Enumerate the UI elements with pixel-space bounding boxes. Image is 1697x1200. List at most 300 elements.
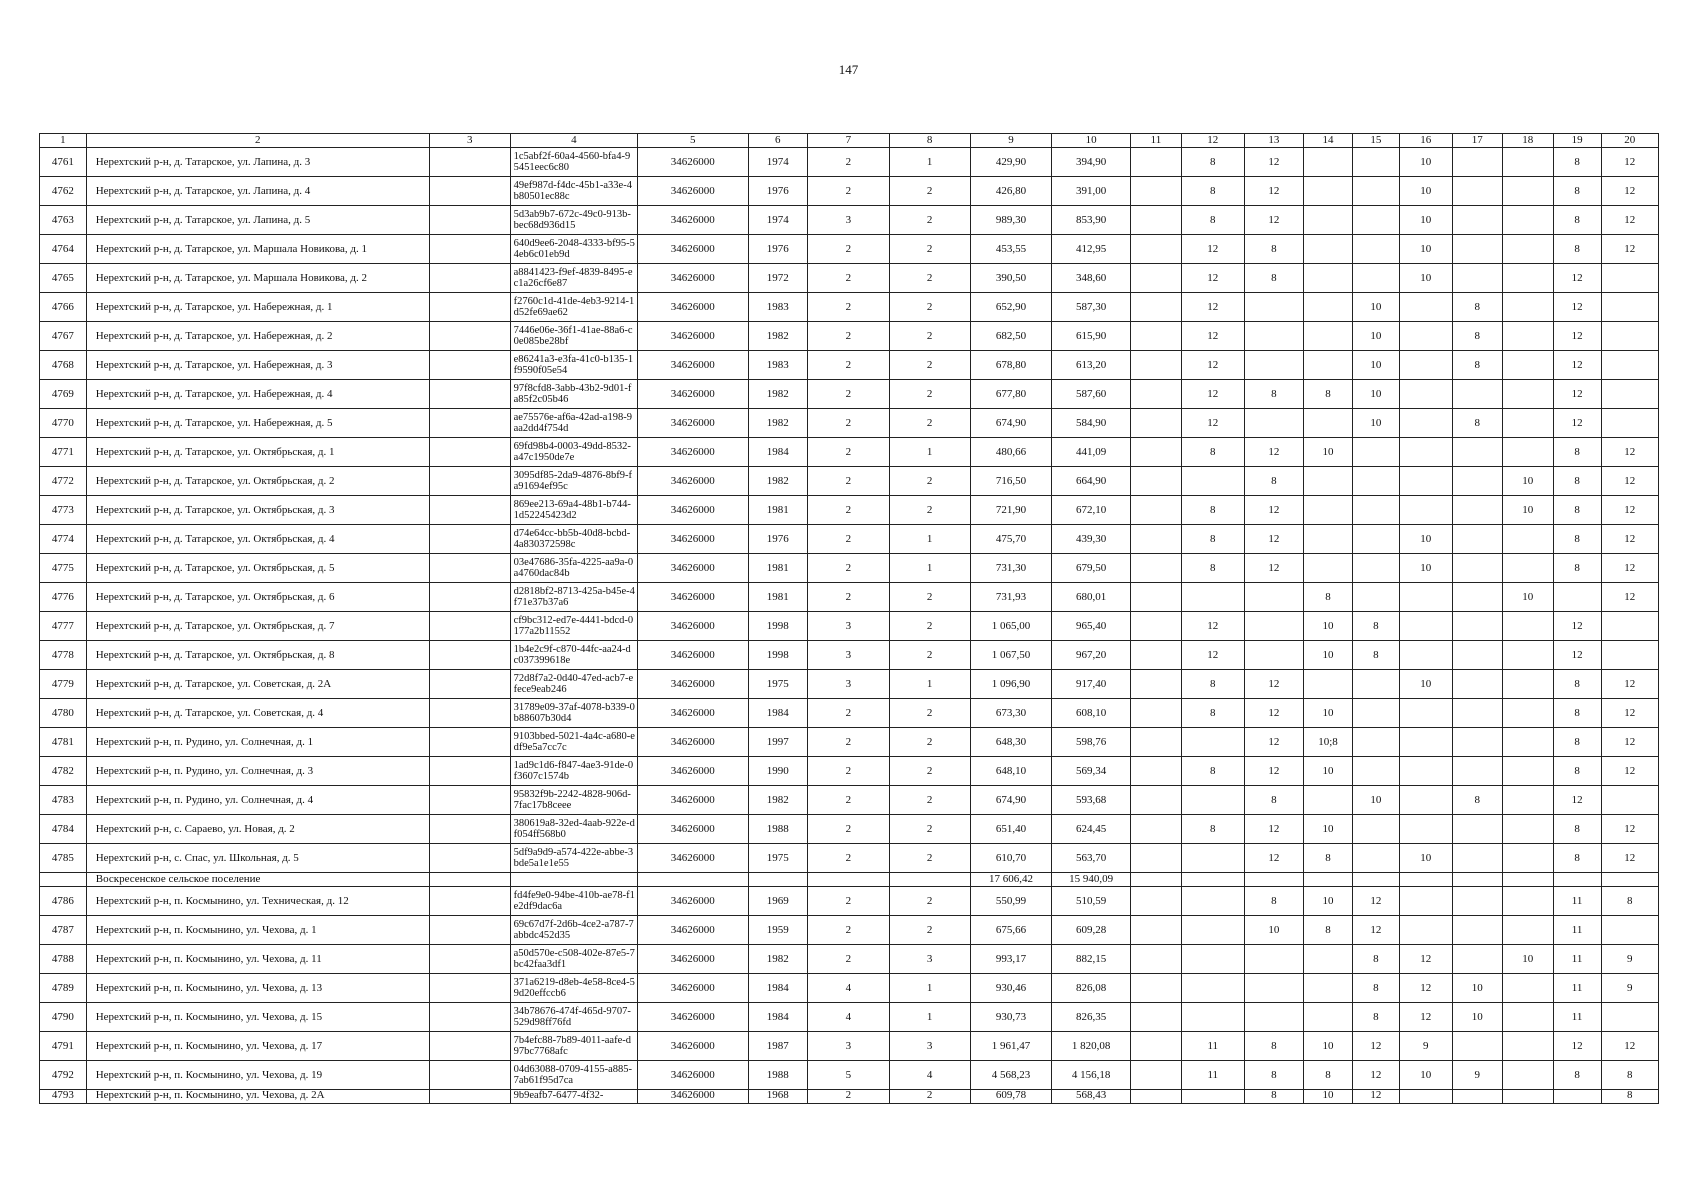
group-total-living-area: 15 940,09 [1052,873,1131,887]
housing-register-table [39,133,1659,1104]
column-header: 6 [748,134,807,148]
col-20-cell [1601,641,1659,670]
address-cell: Нерехтский р-н, д. Татарское, ул. Октябрьская, д. 3 [86,496,429,525]
col-13-cell: 12 [1244,815,1303,844]
col-15-cell [1352,699,1399,728]
table-row [40,945,1659,974]
col-12-cell: 8 [1181,177,1244,206]
group-total-area: 17 606,42 [970,873,1052,887]
living-area-cell: 624,45 [1052,815,1131,844]
row-number-cell: 4765 [40,264,87,293]
col-14-cell [1304,177,1353,206]
col-13-cell: 8 [1244,1061,1303,1090]
living-area-cell: 593,68 [1052,786,1131,815]
col-15-cell [1352,525,1399,554]
total-area-cell: 480,66 [970,438,1052,467]
row-number-cell: 4789 [40,974,87,1003]
row-number-cell: 4770 [40,409,87,438]
col-12-cell [1181,467,1244,496]
entrances-cell: 3 [889,1032,970,1061]
address-cell: Нерехтский р-н, п. Космынино, ул. Чехова, д. 13 [86,974,429,1003]
col-20-cell [1601,786,1659,815]
col-12-cell [1181,1003,1244,1032]
col-20-cell: 12 [1601,757,1659,786]
build-year-cell: 1982 [748,322,807,351]
col-17-cell [1452,206,1502,235]
building-guid-cell: 72d8f7a2-0d40-47ed-acb7-efece9eab246 [510,670,637,699]
row-number-cell: 4779 [40,670,87,699]
table-row [40,887,1659,916]
col-11-cell [1130,525,1181,554]
col-11-cell [1130,815,1181,844]
col-11-cell [1130,235,1181,264]
col-11-cell [1130,148,1181,177]
col-18-cell [1502,916,1553,945]
oktmo-code-cell: 34626000 [638,525,748,554]
col-12-cell: 8 [1181,525,1244,554]
table-cell [510,873,637,887]
table-row [40,974,1659,1003]
col-18-cell [1502,293,1553,322]
oktmo-code-cell: 34626000 [638,293,748,322]
col-3-cell [429,583,510,612]
col-14-cell: 10 [1304,612,1353,641]
building-guid-cell: d74e64cc-bb5b-40d8-bcbd-4a830372598c [510,525,637,554]
build-year-cell: 1974 [748,206,807,235]
entrances-cell: 2 [889,322,970,351]
building-guid-cell: 380619a8-32ed-4aab-922e-df054ff568b0 [510,815,637,844]
living-area-cell: 853,90 [1052,206,1131,235]
table-cell [40,873,87,887]
table-row [40,699,1659,728]
address-cell: Нерехтский р-н, с. Сараево, ул. Новая, д. 2 [86,815,429,844]
floors-cell: 2 [808,148,890,177]
row-number-cell: 4772 [40,467,87,496]
col-14-cell [1304,496,1353,525]
living-area-cell: 826,08 [1052,974,1131,1003]
address-cell: Нерехтский р-н, п. Космынино, ул. Чехова, д. 17 [86,1032,429,1061]
col-13-cell: 12 [1244,844,1303,873]
col-14-cell: 8 [1304,1061,1353,1090]
col-18-cell [1502,1090,1553,1104]
floors-cell: 2 [808,786,890,815]
col-11-cell [1130,728,1181,757]
col-11-cell [1130,351,1181,380]
col-16-cell [1399,887,1452,916]
row-number-cell: 4788 [40,945,87,974]
floors-cell: 2 [808,815,890,844]
col-13-cell: 12 [1244,699,1303,728]
table-cell [808,873,890,887]
build-year-cell: 1976 [748,177,807,206]
total-area-cell: 610,70 [970,844,1052,873]
col-11-cell [1130,206,1181,235]
col-13-cell: 8 [1244,887,1303,916]
entrances-cell: 2 [889,699,970,728]
floors-cell: 3 [808,612,890,641]
col-12-cell [1181,916,1244,945]
living-area-cell: 394,90 [1052,148,1131,177]
col-17-cell [1452,670,1502,699]
col-12-cell: 8 [1181,148,1244,177]
col-14-cell: 10 [1304,699,1353,728]
address-cell: Нерехтский р-н, п. Космынино, ул. Чехова, д. 11 [86,945,429,974]
address-cell: Нерехтский р-н, д. Татарское, ул. Октябрьская, д. 5 [86,554,429,583]
col-3-cell [429,438,510,467]
oktmo-code-cell: 34626000 [638,757,748,786]
col-15-cell [1352,235,1399,264]
column-header: 15 [1352,134,1399,148]
col-13-cell: 12 [1244,496,1303,525]
col-3-cell [429,916,510,945]
living-area-cell: 510,59 [1052,887,1131,916]
col-14-cell: 8 [1304,844,1353,873]
col-15-cell: 8 [1352,945,1399,974]
col-14-cell: 10 [1304,438,1353,467]
living-area-cell: 598,76 [1052,728,1131,757]
col-20-cell: 12 [1601,148,1659,177]
oktmo-code-cell: 34626000 [638,438,748,467]
entrances-cell: 2 [889,264,970,293]
floors-cell: 2 [808,409,890,438]
col-14-cell [1304,1003,1353,1032]
col-17-cell: 8 [1452,409,1502,438]
col-12-cell: 12 [1181,409,1244,438]
col-18-cell: 10 [1502,583,1553,612]
col-16-cell: 12 [1399,1003,1452,1032]
col-3-cell [429,1061,510,1090]
living-area-cell: 569,34 [1052,757,1131,786]
entrances-cell: 1 [889,148,970,177]
floors-cell: 2 [808,728,890,757]
col-19-cell: 8 [1553,844,1601,873]
table-row [40,1003,1659,1032]
table-cell [1553,873,1601,887]
col-11-cell [1130,786,1181,815]
building-guid-cell: 640d9ee6-2048-4333-bf95-54eb6c01eb9d [510,235,637,264]
col-11-cell [1130,554,1181,583]
group-label: Воскресенское сельское поселение [86,873,429,887]
col-14-cell: 10 [1304,1032,1353,1061]
col-15-cell [1352,815,1399,844]
oktmo-code-cell: 34626000 [638,380,748,409]
living-area-cell: 587,30 [1052,293,1131,322]
group-subtotal-row [40,873,1659,887]
col-15-cell [1352,554,1399,583]
col-12-cell: 11 [1181,1061,1244,1090]
col-15-cell: 12 [1352,916,1399,945]
living-area-cell: 4 156,18 [1052,1061,1131,1090]
build-year-cell: 1988 [748,1061,807,1090]
col-12-cell: 8 [1181,815,1244,844]
total-area-cell: 426,80 [970,177,1052,206]
entrances-cell: 1 [889,974,970,1003]
floors-cell: 2 [808,1090,890,1104]
col-12-cell [1181,844,1244,873]
col-15-cell: 12 [1352,1032,1399,1061]
col-18-cell [1502,974,1553,1003]
living-area-cell: 609,28 [1052,916,1131,945]
build-year-cell: 1998 [748,641,807,670]
col-12-cell: 8 [1181,670,1244,699]
total-area-cell: 930,73 [970,1003,1052,1032]
row-number-cell: 4764 [40,235,87,264]
build-year-cell: 1981 [748,496,807,525]
col-19-cell: 12 [1553,351,1601,380]
build-year-cell: 1982 [748,380,807,409]
column-header: 7 [808,134,890,148]
col-19-cell: 8 [1553,467,1601,496]
living-area-cell: 608,10 [1052,699,1131,728]
col-16-cell: 10 [1399,177,1452,206]
col-20-cell: 12 [1601,235,1659,264]
oktmo-code-cell: 34626000 [638,670,748,699]
col-18-cell [1502,409,1553,438]
col-13-cell: 10 [1244,916,1303,945]
col-14-cell: 8 [1304,380,1353,409]
table-row [40,293,1659,322]
col-16-cell [1399,380,1452,409]
col-3-cell [429,786,510,815]
column-header: 9 [970,134,1052,148]
oktmo-code-cell: 34626000 [638,916,748,945]
col-17-cell [1452,887,1502,916]
total-area-cell: 390,50 [970,264,1052,293]
total-area-cell: 731,93 [970,583,1052,612]
table-cell [638,873,748,887]
address-cell: Нерехтский р-н, д. Татарское, ул. Советская, д. 2А [86,670,429,699]
total-area-cell: 677,80 [970,380,1052,409]
col-16-cell [1399,438,1452,467]
col-18-cell [1502,641,1553,670]
table-cell [1181,873,1244,887]
col-17-cell [1452,844,1502,873]
entrances-cell: 2 [889,757,970,786]
col-19-cell: 8 [1553,206,1601,235]
col-11-cell [1130,322,1181,351]
col-13-cell: 8 [1244,786,1303,815]
address-cell: Нерехтский р-н, п. Космынино, ул. Техническая, д. 12 [86,887,429,916]
col-14-cell: 8 [1304,916,1353,945]
address-cell: Нерехтский р-н, д. Татарское, ул. Октябрьская, д. 6 [86,583,429,612]
address-cell: Нерехтский р-н, с. Спас, ул. Школьная, д. 5 [86,844,429,873]
page-number: 147 [838,62,859,77]
col-16-cell [1399,293,1452,322]
col-15-cell: 8 [1352,1003,1399,1032]
column-header: 13 [1244,134,1303,148]
floors-cell: 3 [808,670,890,699]
build-year-cell: 1988 [748,815,807,844]
building-guid-cell: 04d63088-0709-4155-a885-7ab61f95d7ca [510,1061,637,1090]
col-17-cell: 8 [1452,322,1502,351]
floors-cell: 5 [808,1061,890,1090]
table-cell [1244,873,1303,887]
column-header: 11 [1130,134,1181,148]
col-16-cell [1399,322,1452,351]
col-18-cell: 10 [1502,496,1553,525]
col-11-cell [1130,887,1181,916]
building-guid-cell: 97f8cfd8-3abb-43b2-9d01-fa85f2c05b46 [510,380,637,409]
column-header: 16 [1399,134,1452,148]
col-16-cell: 12 [1399,974,1452,1003]
floors-cell: 3 [808,206,890,235]
col-3-cell [429,1090,510,1104]
col-3-cell [429,235,510,264]
col-12-cell [1181,728,1244,757]
address-cell: Нерехтский р-н, д. Татарское, ул. Октябрьская, д. 7 [86,612,429,641]
col-20-cell: 12 [1601,583,1659,612]
col-17-cell [1452,916,1502,945]
oktmo-code-cell: 34626000 [638,887,748,916]
table-row [40,351,1659,380]
col-15-cell [1352,728,1399,757]
col-13-cell: 12 [1244,554,1303,583]
col-11-cell [1130,177,1181,206]
building-guid-cell: 1ad9c1d6-f847-4ae3-91de-0f3607c1574b [510,757,637,786]
build-year-cell: 1975 [748,844,807,873]
col-14-cell: 10 [1304,641,1353,670]
table-row [40,670,1659,699]
oktmo-code-cell: 34626000 [638,206,748,235]
table-row [40,844,1659,873]
living-area-cell: 563,70 [1052,844,1131,873]
build-year-cell: 1968 [748,1090,807,1104]
build-year-cell: 1998 [748,612,807,641]
col-11-cell [1130,264,1181,293]
table-cell [1304,873,1353,887]
living-area-cell: 680,01 [1052,583,1131,612]
oktmo-code-cell: 34626000 [638,409,748,438]
col-13-cell: 8 [1244,235,1303,264]
col-14-cell [1304,467,1353,496]
living-area-cell: 672,10 [1052,496,1131,525]
column-header: 2 [86,134,429,148]
total-area-cell: 674,90 [970,409,1052,438]
col-14-cell: 8 [1304,583,1353,612]
col-19-cell: 8 [1553,496,1601,525]
entrances-cell: 1 [889,525,970,554]
row-number-cell: 4781 [40,728,87,757]
col-20-cell: 8 [1601,887,1659,916]
entrances-cell: 1 [889,670,970,699]
address-cell: Нерехтский р-н, п. Рудино, ул. Солнечная, д. 3 [86,757,429,786]
col-16-cell: 10 [1399,525,1452,554]
col-19-cell: 8 [1553,177,1601,206]
col-11-cell [1130,916,1181,945]
col-15-cell: 12 [1352,1061,1399,1090]
column-header: 17 [1452,134,1502,148]
address-cell: Нерехтский р-н, д. Татарское, ул. Советская, д. 4 [86,699,429,728]
row-number-cell: 4785 [40,844,87,873]
building-guid-cell: 95832f9b-2242-4828-906d-7fac17b8ceee [510,786,637,815]
build-year-cell: 1983 [748,293,807,322]
row-number-cell: 4768 [40,351,87,380]
oktmo-code-cell: 34626000 [638,177,748,206]
building-guid-cell: 869ee213-69a4-48b1-b744-1d52245423d2 [510,496,637,525]
floors-cell: 2 [808,525,890,554]
total-area-cell: 930,46 [970,974,1052,1003]
living-area-cell: 615,90 [1052,322,1131,351]
column-header: 19 [1553,134,1601,148]
table-row [40,1090,1659,1104]
col-3-cell [429,728,510,757]
building-guid-cell: 69c67d7f-2d6b-4ce2-a787-7abbdc452d35 [510,916,637,945]
col-16-cell: 10 [1399,554,1452,583]
floors-cell: 2 [808,554,890,583]
col-16-cell: 12 [1399,945,1452,974]
address-cell: Нерехтский р-н, д. Татарское, ул. Лапина, д. 4 [86,177,429,206]
total-area-cell: 721,90 [970,496,1052,525]
building-guid-cell: 1b4e2c9f-c870-44fc-aa24-dc037399618e [510,641,637,670]
oktmo-code-cell: 34626000 [638,1090,748,1104]
table-row [40,728,1659,757]
floors-cell: 2 [808,699,890,728]
col-12-cell: 12 [1181,612,1244,641]
entrances-cell: 2 [889,409,970,438]
col-13-cell [1244,322,1303,351]
col-17-cell [1452,1090,1502,1104]
row-number-cell: 4776 [40,583,87,612]
oktmo-code-cell: 34626000 [638,815,748,844]
living-area-cell: 568,43 [1052,1090,1131,1104]
col-17-cell [1452,612,1502,641]
col-11-cell [1130,699,1181,728]
floors-cell: 2 [808,496,890,525]
col-15-cell: 10 [1352,351,1399,380]
build-year-cell: 1976 [748,525,807,554]
col-17-cell [1452,1032,1502,1061]
entrances-cell: 3 [889,945,970,974]
entrances-cell: 2 [889,844,970,873]
col-18-cell [1502,148,1553,177]
col-3-cell [429,815,510,844]
table-row [40,206,1659,235]
floors-cell: 2 [808,235,890,264]
entrances-cell: 2 [889,815,970,844]
oktmo-code-cell: 34626000 [638,467,748,496]
col-13-cell [1244,612,1303,641]
col-13-cell [1244,1003,1303,1032]
oktmo-code-cell: 34626000 [638,699,748,728]
living-area-cell: 664,90 [1052,467,1131,496]
table-row [40,177,1659,206]
building-guid-cell: fd4fe9e0-94be-410b-ae78-f1e2df9dac6a [510,887,637,916]
col-17-cell [1452,583,1502,612]
col-12-cell: 8 [1181,757,1244,786]
col-16-cell: 10 [1399,148,1452,177]
entrances-cell: 2 [889,612,970,641]
col-16-cell [1399,1090,1452,1104]
col-16-cell: 10 [1399,206,1452,235]
col-17-cell: 8 [1452,293,1502,322]
col-16-cell [1399,641,1452,670]
col-20-cell: 12 [1601,670,1659,699]
oktmo-code-cell: 34626000 [638,728,748,757]
oktmo-code-cell: 34626000 [638,496,748,525]
col-3-cell [429,264,510,293]
address-cell: Нерехтский р-н, д. Татарское, ул. Октябрьская, д. 4 [86,525,429,554]
col-16-cell [1399,757,1452,786]
col-11-cell [1130,641,1181,670]
col-11-cell [1130,438,1181,467]
col-12-cell: 12 [1181,264,1244,293]
col-13-cell [1244,293,1303,322]
living-area-cell: 826,35 [1052,1003,1131,1032]
col-20-cell: 12 [1601,1032,1659,1061]
col-3-cell [429,525,510,554]
col-14-cell: 10 [1304,1090,1353,1104]
col-13-cell: 8 [1244,1090,1303,1104]
